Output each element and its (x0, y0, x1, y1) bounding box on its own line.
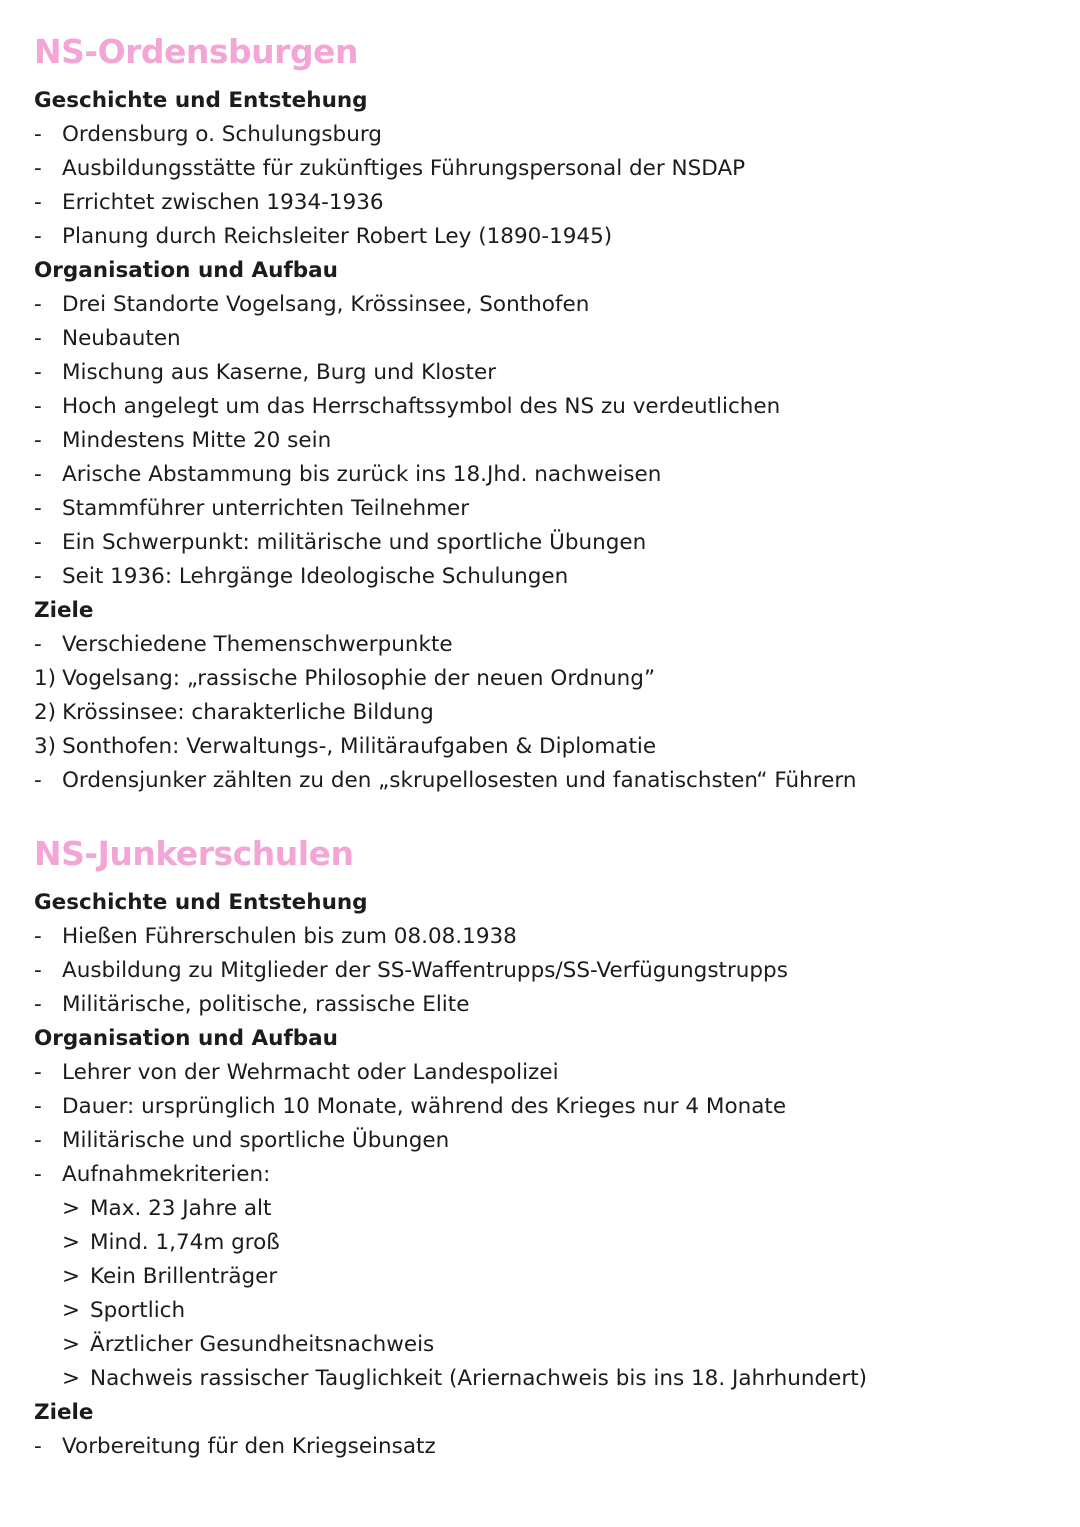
document-page (34, 30, 1054, 1464)
heading-geschichte: Geschichte und Entstehung (34, 88, 368, 113)
list-item: - Lehrer von der Wehrmacht oder Landespolizei (34, 1060, 559, 1085)
heading-organisation: Organisation und Aufbau (34, 258, 338, 283)
list-item: - Vorbereitung für den Kriegseinsatz (34, 1434, 436, 1459)
section-title-ordensburgen: NS-Ordensburgen (34, 32, 358, 71)
list-item: - Hießen Führerschulen bis zum 08.08.1938 (34, 924, 517, 949)
list-item: - Ordensjunker zählten zu den „skrupellosesten und fanatischsten“ Führern (34, 768, 857, 793)
list-item: - Dauer: ursprünglich 10 Monate, während des Krieges nur 4 Monate (34, 1094, 787, 1119)
list-item: - Verschiedene Themenschwerpunkte (34, 632, 453, 657)
list-item: - Ausbildung zu Mitglieder der SS-Waffentrupps/SS-Verfügungstrupps (34, 958, 788, 983)
list-item: - Ein Schwerpunkt: militärische und sportliche Übungen (34, 530, 647, 555)
list-item: 3) Sonthofen: Verwaltungs-, Militäraufgaben & Diplomatie (34, 734, 657, 759)
list-item: - Ordensburg o. Schulungsburg (34, 122, 382, 147)
sub-list-item: > Mind. 1,74m groß (62, 1230, 280, 1255)
block-ziele-junkerschulen (34, 1396, 1054, 1464)
list-item: - Seit 1936: Lehrgänge Ideologische Schulungen (34, 564, 569, 589)
list-ziele (34, 1430, 1054, 1464)
list-item: - Errichtet zwischen 1934-1936 (34, 190, 384, 215)
list-item: - Aufnahmekriterien: (34, 1162, 271, 1187)
list-item: - Militärische, politische, rassische Elite (34, 992, 470, 1017)
list-item: - Ausbildungsstätte für zukünftiges Führungspersonal der NSDAP (34, 156, 746, 181)
heading-ziele: Ziele (34, 598, 94, 623)
heading-ziele: Ziele (34, 1400, 94, 1425)
heading-geschichte: Geschichte und Entstehung (34, 890, 368, 915)
section-title-junkerschulen: NS-Junkerschulen (34, 834, 354, 873)
block-ziele-ordensburgen (34, 594, 1054, 798)
list-item: - Stammführer unterrichten Teilnehmer (34, 496, 470, 521)
sub-list-item: > Sportlich (62, 1298, 186, 1323)
list-item: - Mindestens Mitte 20 sein (34, 428, 332, 453)
list-organisation (34, 288, 1054, 594)
sub-list-item: > Max. 23 Jahre alt (62, 1196, 272, 1221)
list-item: 1) Vogelsang: „rassische Philosophie der neuen Ordnung” (34, 666, 656, 691)
list-item: - Militärische und sportliche Übungen (34, 1128, 450, 1153)
list-item: - Drei Standorte Vogelsang, Krössinsee, Sonthofen (34, 292, 590, 317)
sub-list-item: > Kein Brillenträger (62, 1264, 278, 1289)
list-item: 2) Krössinsee: charakterliche Bildung (34, 700, 434, 725)
list-organisation (34, 1056, 1054, 1396)
heading-organisation: Organisation und Aufbau (34, 1026, 338, 1051)
list-item: - Arische Abstammung bis zurück ins 18.Jhd. nachweisen (34, 462, 662, 487)
list-item: - Mischung aus Kaserne, Burg und Kloster (34, 360, 497, 385)
sub-list-item: > Nachweis rassischer Tauglichkeit (Ariernachweis bis ins 18. Jahrhundert) (62, 1366, 868, 1391)
sub-list-item: > Ärztlicher Gesundheitsnachweis (62, 1332, 435, 1357)
list-item: - Neubauten (34, 326, 181, 351)
block-geschichte-ordensburgen (34, 84, 1054, 254)
list-item: - Planung durch Reichsleiter Robert Ley (1890-1945) (34, 224, 613, 249)
block-organisation-ordensburgen (34, 254, 1054, 594)
block-geschichte-junkerschulen (34, 886, 1054, 1022)
list-item: - Hoch angelegt um das Herrschaftssymbol des NS zu verdeutlichen (34, 394, 781, 419)
list-geschichte (34, 118, 1054, 254)
list-geschichte (34, 920, 1054, 1022)
list-ziele (34, 628, 1054, 798)
block-organisation-junkerschulen (34, 1022, 1054, 1396)
